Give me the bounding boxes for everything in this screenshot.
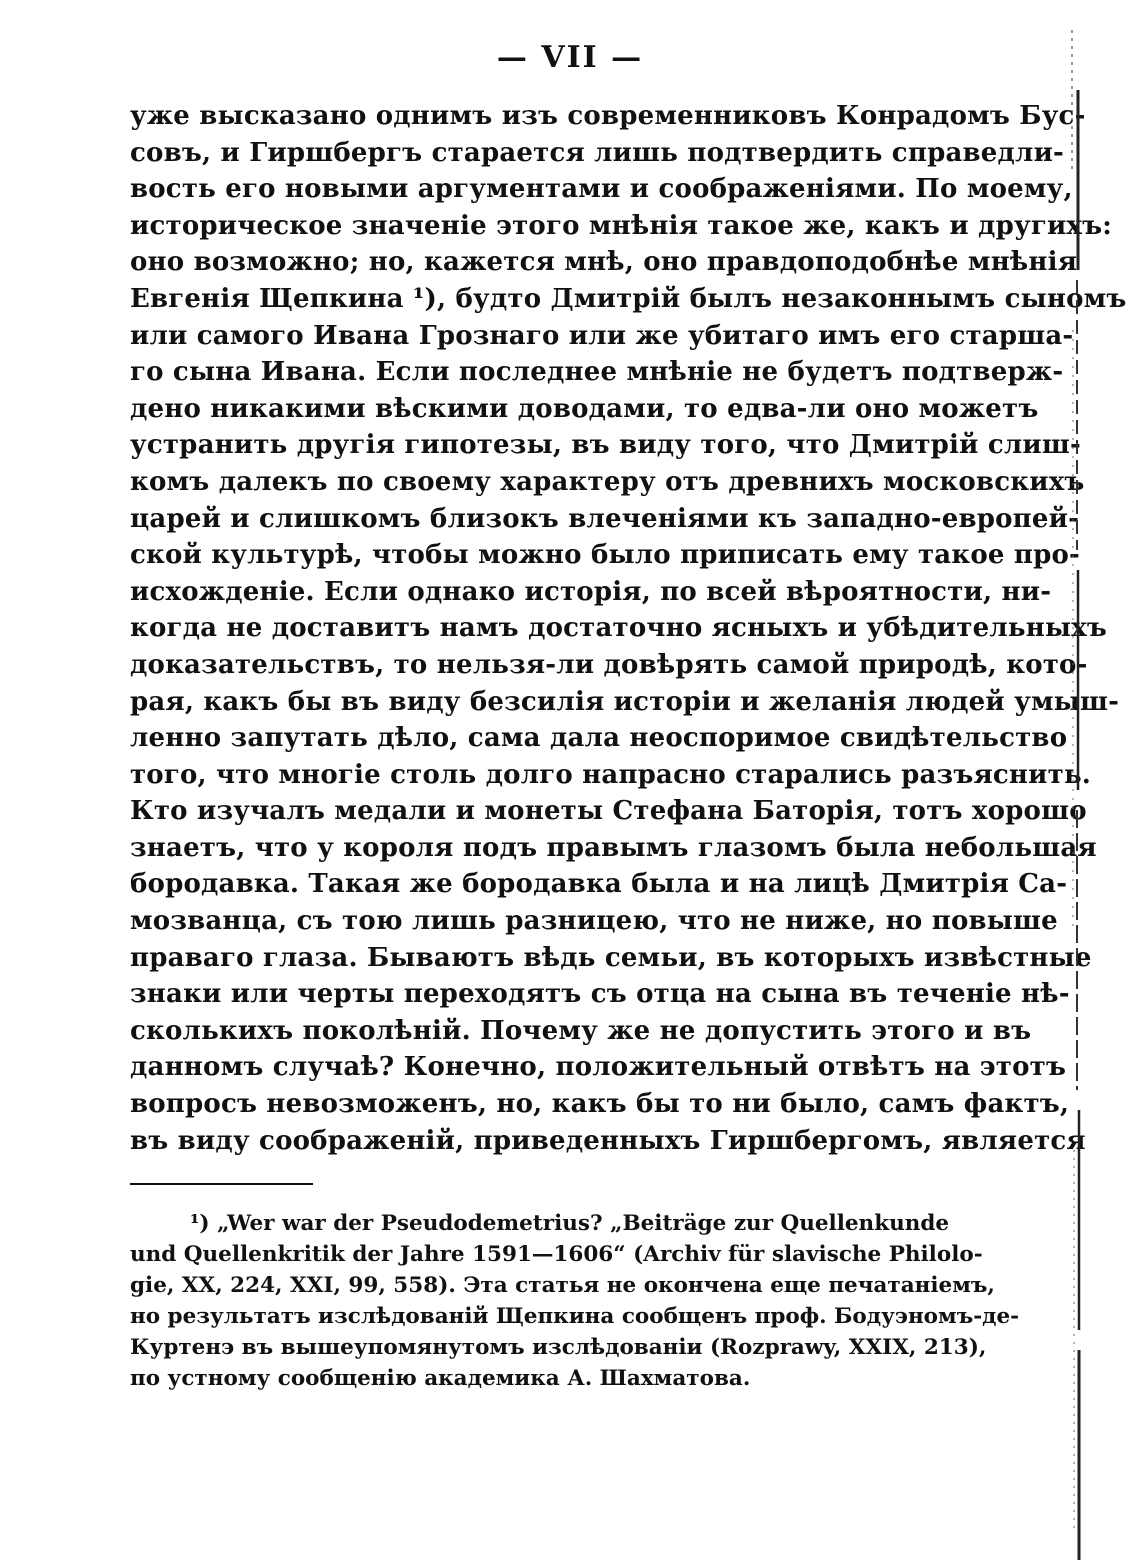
text-line: устранить другія гипотезы, въ виду того, что Дмитрій слиш- xyxy=(130,430,1082,461)
text-line: уже высказано однимъ изъ современниковъ Конрадомъ Бус- xyxy=(130,101,1086,131)
footnote-line: und Quellenkritik der Jahre 1591—1606“ (Archiv für slavische Philolo- xyxy=(130,1242,983,1267)
text-line: сколькихъ поколѣній. Почему же не допустить этого и въ xyxy=(130,1015,1032,1046)
body-text xyxy=(130,98,1127,1159)
text-line: комъ далекъ по своему характеру отъ древнихъ московскихъ xyxy=(130,466,1085,497)
text-line: Кто изучалъ медали и монеты Стефана Баторія, тотъ хорошо xyxy=(130,796,1087,827)
text-line: въ виду соображеній, приведенныхъ Гиршбергомъ, является xyxy=(130,1125,1086,1156)
text-line: когда не доставитъ намъ достаточно ясныхъ и убѣдительныхъ xyxy=(130,613,1108,644)
page-number: — VII — xyxy=(496,40,644,75)
text-line: вость его новыми аргументами и соображеніями. По моему, xyxy=(130,174,1073,205)
text-line: бородавка. Такая же бородавка была и на лицѣ Дмитрія Са- xyxy=(130,869,1068,900)
text-line: вопросъ невозможенъ, но, какъ бы то ни было, самъ фактъ, xyxy=(130,1089,1070,1120)
text-line: историческое значеніе этого мнѣнія такое же, какъ и другихъ: xyxy=(130,210,1113,241)
text-line: рая, какъ бы въ виду безсилія исторіи и желанія людей умыш- xyxy=(130,686,1120,717)
footnote-line: ¹) „Wer war der Pseudodemetrius? „Beiträge zur Quellenkunde xyxy=(190,1211,950,1236)
text-line: знаетъ, что у короля подъ правымъ глазомъ была небольшая xyxy=(130,832,1097,863)
text-line: Евгенія Щепкина ¹), будто Дмитрій былъ незаконнымъ сыномъ xyxy=(130,283,1127,314)
text-line: оно возможно; но, кажется мнѣ, оно правдоподобнѣе мнѣнія xyxy=(130,247,1078,278)
text-line: исхожденіе. Если однако исторія, по всей вѣроятности, ни- xyxy=(130,576,1052,607)
text-line: ленно запутать дѣло, сама дала неоспоримое свидѣтельство xyxy=(130,723,1068,754)
text-line: праваго глаза. Бываютъ вѣдь семьи, въ которыхъ извѣстные xyxy=(130,942,1092,973)
text-line: дено никакими вѣскими доводами, то едва-ли оно можетъ xyxy=(130,393,1039,424)
binding-edge-marks xyxy=(1068,30,1086,1560)
text-line: совъ, и Гиршбергъ старается лишь подтвердить справедли- xyxy=(130,137,1065,168)
text-line: знаки или черты переходятъ съ отца на сына въ теченіе нѣ- xyxy=(130,979,1070,1010)
text-line: или самого Ивана Грознаго или же убитаго имъ его старша- xyxy=(130,320,1074,351)
text-line: царей и слишкомъ близокъ влеченіями къ западно-европей- xyxy=(130,503,1080,534)
text-line: данномъ случаѣ? Конечно, положительный отвѣтъ на этотъ xyxy=(130,1052,1067,1083)
footnote-line: по устному сообщенію академика А. Шахматова. xyxy=(130,1366,751,1391)
text-line: доказательствъ, то нельзя-ли довѣрять самой природѣ, кото- xyxy=(130,649,1088,680)
text-line: ской культурѣ, чтобы можно было приписать ему такое про- xyxy=(130,540,1081,571)
text-line: го сына Ивана. Если последнее мнѣніе не будетъ подтверж- xyxy=(130,357,1064,388)
text-line: мозванца, съ тою лишь разницею, что не ниже, но повыше xyxy=(130,906,1058,937)
footnote-line: Куртенэ въ вышеупомянутомъ изслѣдованіи (Rozprawy, XXIX, 213), xyxy=(130,1335,987,1360)
footnote-line: gie, XX, 224, XXI, 99, 558). Эта статья не окончена еще печатаніемъ, xyxy=(130,1273,995,1298)
footnote-separator xyxy=(130,1183,313,1185)
text-line: того, что многіе столь долго напрасно старались разъяснить. xyxy=(130,759,1092,790)
footnote xyxy=(130,1208,1020,1394)
footnote-line: но результатъ изслѣдованій Щепкина сообщенъ проф. Бодуэномъ-де- xyxy=(130,1304,1020,1329)
